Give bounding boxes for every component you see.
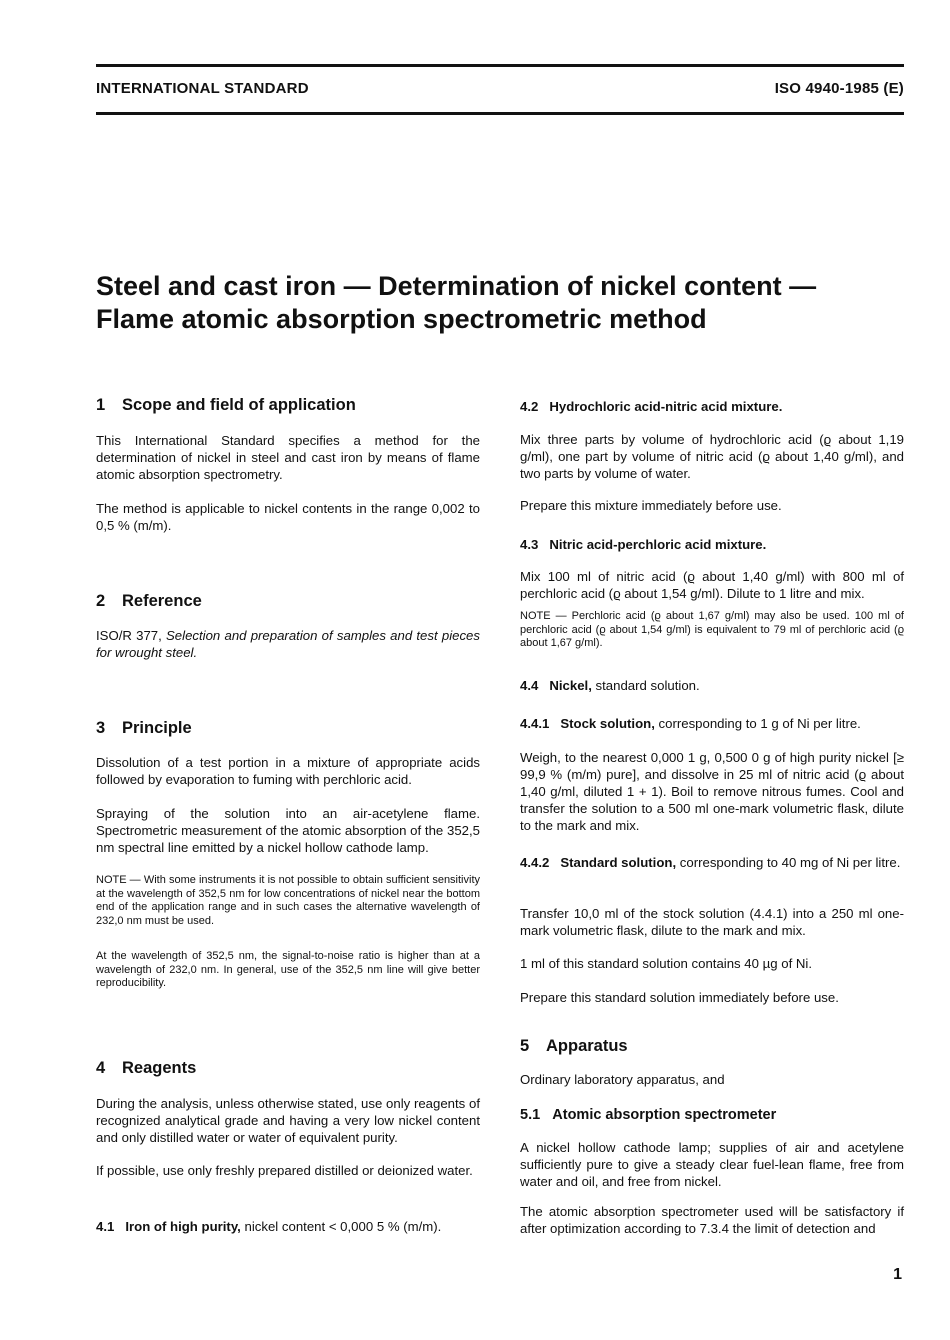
header-rule-top <box>96 64 904 67</box>
section-5-para-1: Ordinary laboratory apparatus, and <box>520 1072 725 1087</box>
section-3-heading: 3 Principle <box>96 719 192 737</box>
section-2-heading: 2 Reference <box>96 592 202 610</box>
title-line-1: Steel and cast iron — Determination of nickel content — <box>96 271 817 301</box>
section-4-heading: 4 Reagents <box>96 1059 197 1077</box>
section-4-3-note: NOTE — Perchloric acid (ϱ about 1,67 g/ml) may also be used. 100 ml of perchloric acid (ϱ about 1,54 g/ml) is equivalent to 79 ml of perchloric acid (ϱ about 1,67 g/ml). <box>520 610 904 649</box>
section-1-heading: 1 Scope and field of application <box>96 396 356 414</box>
section-4-3-heading: 4.3 Nitric acid-perchloric acid mixture. <box>520 537 767 552</box>
section-1-para-1: This International Standard specifies a method for the determination of nickel in steel and cast iron by means of flame atomic absorption spectrometry. <box>96 433 480 482</box>
section-4-4-heading: 4.4 Nickel, standard solution. <box>520 678 700 693</box>
section-4-3-para-1: Mix 100 ml of nitric acid (ϱ about 1,40 g/ml) with 800 ml of perchloric acid (ϱ about 1,54 g/ml). Dilute to 1 litre and mix. <box>520 569 904 601</box>
section-4-4-2-heading: 4.4.2 Standard solution, corresponding to 40 mg of Ni per litre. <box>520 855 901 870</box>
section-4-2-para-2: Prepare this mixture immediately before use. <box>520 498 782 513</box>
section-5-1-heading: 5.1 Atomic absorption spectrometer <box>520 1107 777 1123</box>
page-number: 1 <box>893 1266 902 1283</box>
section-5-1-para-1: A nickel hollow cathode lamp; supplies of air and acetylene sufficiently pure to give a steady clear fuel-lean flame, free from water and oil, and free from nickel. <box>520 1140 904 1189</box>
section-3-note-2: At the wavelength of 352,5 nm, the signal-to-noise ratio is higher than at a wavelength of 232,0 nm. In general, use of the 352,5 nm line will give better reproducibility. <box>96 950 480 989</box>
section-3-note-1: NOTE — With some instruments it is not possible to obtain sufficient sensitivity at the wavelength of 352,5 nm for low concentrations of nickel near the bottom end of the application range and in such cases the alternative wavelength of 232,0 nm must be used. <box>96 874 480 927</box>
section-4-4-2-para-3: Prepare this standard solution immediately before use. <box>520 990 839 1005</box>
page-title <box>96 270 916 336</box>
title-line-2: Flame atomic absorption spectrometric method <box>96 304 707 334</box>
section-3-para-1: Dissolution of a test portion in a mixture of appropriate acids followed by evaporation to fuming with perchloric acid. <box>96 755 480 787</box>
section-4-para-1: During the analysis, unless otherwise stated, use only reagents of recognized analytical grade and having a very low nickel content and only distilled water or water of equivalent purity. <box>96 1096 480 1145</box>
section-4-4-1-heading: 4.4.1 Stock solution, corresponding to 1 g of Ni per litre. <box>520 716 861 731</box>
section-2-para-1: ISO/R 377, Selection and preparation of samples and test pieces for wrought steel. <box>96 628 480 660</box>
section-5-1-para-2: The atomic absorption spectrometer used will be satisfactory if after optimization according to 7.3.4 the limit of detection and <box>520 1204 904 1236</box>
header-right: ISO 4940-1985 (E) <box>774 80 904 97</box>
section-4-para-2: If possible, use only freshly prepared distilled or deionized water. <box>96 1163 473 1178</box>
header-rule-bottom <box>96 112 904 115</box>
section-5-heading: 5 Apparatus <box>520 1037 628 1055</box>
section-4-1-heading: 4.1 Iron of high purity, nickel content < 0,000 5 % (m/m). <box>96 1219 442 1234</box>
section-4-4-1-para-1: Weigh, to the nearest 0,000 1 g, 0,500 0 g of high purity nickel [≥ 99,9 % (m/m) pure], and dissolve in 25 ml of nitric acid (ϱ about 1,40 g/ml, diluted 1 + 1). Boil to remove nitrous fumes. Cool and transfer the solution to a 500 ml one-mark volumetric flask, dilute to the mark and mix. <box>520 750 904 833</box>
section-4-2-para-1: Mix three parts by volume of hydrochloric acid (ϱ about 1,19 g/ml), one part by volume of nitric acid (ϱ about 1,40 g/ml), and two parts by volume of water. <box>520 432 904 481</box>
header-left: INTERNATIONAL STANDARD <box>96 80 309 97</box>
section-3-para-2: Spraying of the solution into an air-acetylene flame. Spectrometric measurement of the atomic absorption of the 352,5 nm spectral line emitted by a nickel hollow cathode lamp. <box>96 806 480 855</box>
section-4-4-2-para-2: 1 ml of this standard solution contains 40 µg of Ni. <box>520 956 813 971</box>
section-4-2-heading: 4.2 Hydrochloric acid-nitric acid mixture. <box>520 399 783 414</box>
section-4-4-2-para-1: Transfer 10,0 ml of the stock solution (4.4.1) into a 250 ml one-mark volumetric flask, dilute to the mark and mix. <box>520 906 904 938</box>
section-1-para-2: The method is applicable to nickel contents in the range 0,002 to 0,5 % (m/m). <box>96 501 480 533</box>
